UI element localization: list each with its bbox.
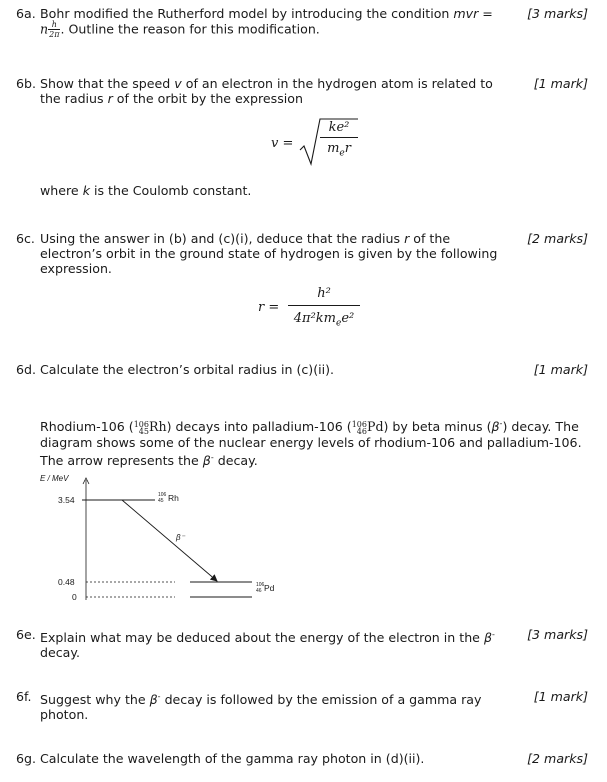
question-number: 6f.	[16, 689, 32, 704]
marks-label: [1 mark]	[533, 689, 588, 704]
marks-label: [3 marks]	[527, 627, 588, 642]
question-text: Calculate the electron’s orbital radius in (c)(ii).	[40, 362, 335, 377]
energy-level-diagram	[30, 470, 300, 605]
beta-label: β⁻	[176, 533, 185, 542]
svg-text:106: 106	[158, 492, 167, 498]
marks-label: [1 mark]	[533, 362, 588, 377]
speed-lhs: v =	[271, 136, 294, 151]
axis-label: E / MeV	[40, 474, 69, 483]
question-6g	[16, 751, 592, 766]
beta-decay-arrow	[122, 500, 217, 581]
question-text: Calculate the wavelength of the gamma ray photon in (d)(ii).	[40, 751, 425, 766]
speed-denominator: $m_er$	[327, 141, 351, 159]
question-text: Bohr modified the Rutherford model by introducing the condition mvr = n $\frac{h}{2\pi}$ . Outline the reason for this modification.	[40, 6, 493, 39]
question-number: 6a.	[16, 6, 36, 21]
question-6d	[16, 362, 592, 377]
condition-n: n	[40, 21, 49, 37]
rhodium-intro: Rhodium-106 ( 106 45 Rh) decays into palladium-106 ( 106 46 Pd) by beta minus (β-) decay. The diagram shows some of the nuclear energy levels of rhodium-106 and palladium-106. The arrow represents the β- decay.	[40, 419, 582, 468]
question-text: Suggest why the β- decay is followed by the emission of a gamma ray photon.	[40, 692, 482, 723]
question-6e	[16, 627, 592, 660]
question-text: Show that the speed v of an electron in the hydrogen atom is related to the radius r of the orbit by the expression	[40, 76, 493, 106]
tick-3-54: 3.54	[58, 495, 75, 505]
question-text: Explain what may be deduced about the energy of the electron in the β- decay.	[40, 630, 495, 661]
condition: mvr =	[453, 6, 493, 21]
radius-lhs: r =	[258, 300, 280, 315]
h-over-2pi: $\frac{h}{2\pi}$	[49, 20, 60, 39]
question-6b	[16, 76, 592, 106]
question-6a	[16, 6, 592, 39]
question-number: 6e.	[16, 627, 36, 642]
question-text: Using the answer in (b) and (c)(i), deduce that the radius r of the electron’s orbit in the ground state of hydrogen is given by the following expression.	[40, 231, 498, 276]
coulomb-note: where k is the Coulomb constant.	[40, 183, 252, 198]
marks-label: [3 marks]	[527, 6, 588, 21]
question-6f	[16, 689, 592, 722]
question-number: 6b.	[16, 76, 37, 91]
svg-text:106: 106	[256, 582, 265, 588]
radius-fraction	[288, 286, 360, 329]
marks-label: [2 marks]	[527, 231, 588, 246]
rh-level-label: Rh	[168, 493, 179, 503]
speed-numerator: ke²	[320, 120, 358, 138]
pd-nuclide: 106 46 Pd	[351, 419, 384, 436]
radius-numerator: h²	[288, 286, 360, 306]
marks-label: [1 mark]	[533, 76, 588, 91]
marks-label: [2 marks]	[527, 751, 588, 766]
tick-0: 0	[72, 592, 77, 602]
question-number: 6g.	[16, 751, 37, 766]
svg-text:46: 46	[256, 588, 262, 594]
question-6c	[16, 231, 592, 276]
question-number: 6d.	[16, 362, 37, 377]
speed-fraction	[320, 120, 358, 159]
question-number: 6c.	[16, 231, 35, 246]
tick-0-48: 0.48	[58, 577, 75, 587]
rh-nuclide: 106 45 Rh	[133, 419, 167, 436]
pd-level-label: Pd	[264, 583, 275, 593]
radius-denominator: $4\pi^2km_ee^2$	[293, 311, 355, 329]
svg-text:45: 45	[158, 498, 164, 504]
